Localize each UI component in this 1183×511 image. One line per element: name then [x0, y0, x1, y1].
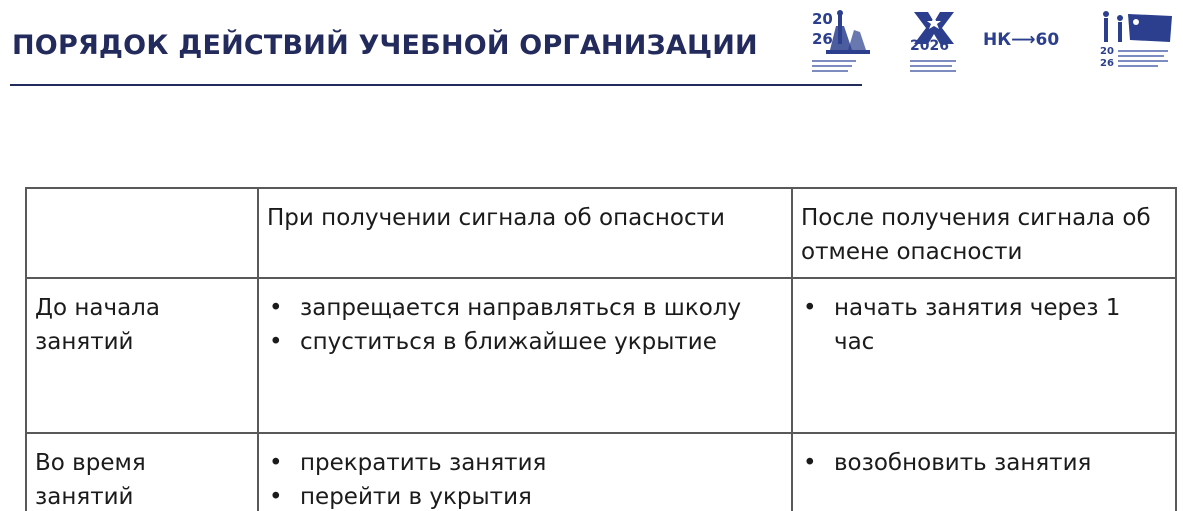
year-logo-2026	[908, 8, 960, 80]
list-item: • прекратить занятия	[267, 446, 783, 480]
on-signal-list	[267, 446, 783, 511]
header-cell-on-signal: При получении сигнала об опасности	[258, 188, 792, 278]
year-logo-4	[1100, 8, 1176, 80]
after-cancel-list	[801, 291, 1167, 359]
header-cell-after-cancel: После получения сигнала об отмене опасности	[792, 188, 1176, 278]
on-signal-list	[267, 291, 783, 359]
logo1-top-digits: 20	[812, 10, 833, 28]
list-item: • перейти в укрытия	[267, 480, 783, 511]
header-cell-empty	[26, 188, 258, 278]
after-cancel-cell	[792, 433, 1176, 511]
list-item: • спуститься в ближайшее укрытие	[267, 325, 783, 359]
list-item: • начать занятия через 1 час	[801, 291, 1167, 359]
on-signal-cell	[258, 433, 792, 511]
logo4-top-digits: 20	[1100, 46, 1114, 57]
logo4-bottom-digits: 26	[1100, 58, 1114, 69]
nk60-logo	[983, 8, 1083, 80]
after-cancel-list	[801, 446, 1167, 480]
logo2-year: 2026	[910, 38, 949, 54]
after-cancel-cell	[792, 278, 1176, 433]
row-label: Во время занятий	[26, 433, 258, 511]
title-underline	[10, 84, 862, 86]
logo-strip	[808, 8, 1178, 80]
logo3-text: НК⟶60	[983, 30, 1060, 50]
procedure-table	[25, 187, 1177, 511]
year-logo-1	[808, 8, 872, 80]
list-item: • запрещается направляться в школу	[267, 291, 783, 325]
table-header-row	[26, 188, 1176, 278]
list-item: • возобновить занятия	[801, 446, 1167, 480]
page-title: ПОРЯДОК ДЕЙСТВИЙ УЧЕБНОЙ ОРГАНИЗАЦИИ	[12, 30, 758, 61]
row-label: До начала занятий	[26, 278, 258, 433]
logo1-bottom-digits: 26	[812, 30, 833, 48]
figures-flag-icon	[1100, 8, 1176, 48]
table-row	[26, 278, 1176, 433]
table-row	[26, 433, 1176, 511]
on-signal-cell	[258, 278, 792, 433]
